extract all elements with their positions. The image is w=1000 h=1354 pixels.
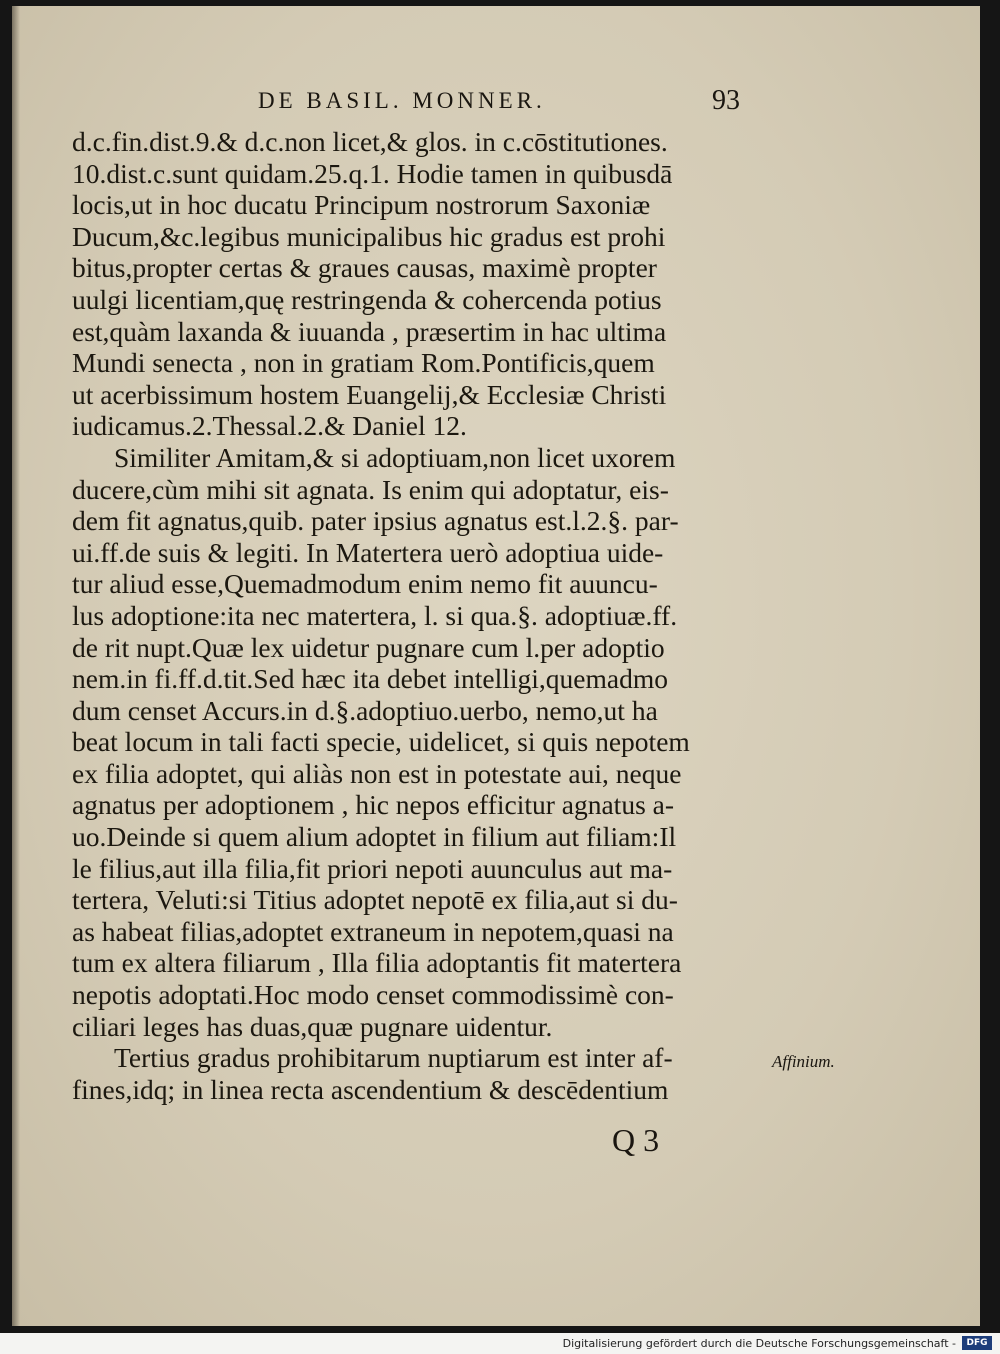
text-line: nepotis adoptati.Hoc modo censet commodissimè con- bbox=[72, 979, 674, 1011]
text-line: as habeat filias,adoptet extraneum in nepotem,quasi na bbox=[72, 915, 674, 947]
text-line: ducere,cùm mihi sit agnata. Is enim qui adoptatur, eis- bbox=[72, 473, 669, 505]
text-line: uulgi licentiam,quę restringenda & cohercenda potius bbox=[72, 283, 662, 315]
text-line: locis,ut in hoc ducatu Principum nostrorum Saxoniæ bbox=[72, 189, 651, 221]
text-line: Ducum,&c.legibus municipalibus hic gradus est prohi bbox=[72, 220, 666, 252]
signature-mark: Q 3 bbox=[612, 1122, 660, 1158]
marginal-note: Affinium. bbox=[772, 1052, 835, 1071]
paragraph-start-line: Similiter Amitam,& si adoptiuam,non licet uxorem bbox=[114, 441, 676, 473]
text-line: nem.in fi.ff.d.tit.Sed hæc ita debet intelligi,quemadmo bbox=[72, 663, 668, 695]
paragraph-start-line: Tertius gradus prohibitarum nuptiarum est inter af- bbox=[114, 1042, 673, 1074]
funding-credit: Digitalisierung gefördert durch die Deutsche Forschungsgemeinschaft - bbox=[562, 1337, 956, 1350]
text-line: ciliari leges has duas,quæ pugnare uidentur. bbox=[72, 1010, 553, 1042]
body-text bbox=[72, 126, 772, 1105]
running-title: DE BASIL. MONNER. bbox=[258, 88, 546, 113]
text-line: tum ex altera filiarum , Illa filia adoptantis fit matertera bbox=[72, 947, 682, 979]
text-line: agnatus per adoptionem , hic nepos efficitur agnatus a- bbox=[72, 789, 675, 821]
text-line: d.c.fin.dist.9.& d.c.non licet,& glos. in c.cōstitutiones. bbox=[72, 126, 668, 157]
text-line: de rit nupt.Quæ lex uidetur pugnare cum l.per adoptio bbox=[72, 631, 665, 663]
page-gutter-shadow bbox=[12, 6, 20, 1326]
text-line: tertera, Veluti:si Titius adoptet nepotē ex filia,aut si du- bbox=[72, 884, 678, 916]
text-line: beat locum in tali facti specie, uidelicet, si quis nepotem bbox=[72, 726, 690, 758]
text-line: ut acerbissimum hostem Euangelij,& Ecclesiæ Christi bbox=[72, 378, 667, 410]
text-line: bitus,propter certas & graues causas, maximè propter bbox=[72, 252, 657, 284]
text-line: lus adoptione:ita nec matertera, l. si qua.§. adoptiuæ.ff. bbox=[72, 599, 678, 631]
text-line: dum censet Accurs.in d.§.adoptiuo.uerbo, nemo,ut ha bbox=[72, 694, 658, 726]
text-line: est,quàm laxanda & iuuanda , præsertim in hac ultima bbox=[72, 315, 667, 347]
text-line: Mundi senecta , non in gratiam Rom.Pontificis,quem bbox=[72, 347, 655, 379]
text-line: uo.Deinde si quem alium adoptet in filium aut filiam:Il bbox=[72, 821, 677, 853]
text-line: dem fit agnatus,quib. pater ipsius agnatus est.l.2.§. par- bbox=[72, 505, 679, 537]
text-line: fines,idq; in linea recta ascendentium & descēdentium bbox=[72, 1073, 669, 1105]
text-line: 10.dist.c.sunt quidam.25.q.1. Hodie tamen in quibusdā bbox=[72, 157, 673, 189]
page-number: 93 bbox=[712, 85, 740, 116]
text-line: ui.ff.de suis & legiti. In Matertera uerò adoptiua uide- bbox=[72, 536, 664, 568]
text-line: tur aliud esse,Quemadmodum enim nemo fit auuncu- bbox=[72, 568, 658, 600]
text-line: le filius,aut illa filia,fit priori nepoti auunculus aut ma- bbox=[72, 852, 673, 884]
text-line: iudicamus.2.Thessal.2.& Daniel 12. bbox=[72, 410, 467, 442]
text-line: ex filia adoptet, qui aliàs non est in potestate aui, neque bbox=[72, 757, 682, 789]
dfg-logo-icon: DFG bbox=[962, 1336, 992, 1350]
